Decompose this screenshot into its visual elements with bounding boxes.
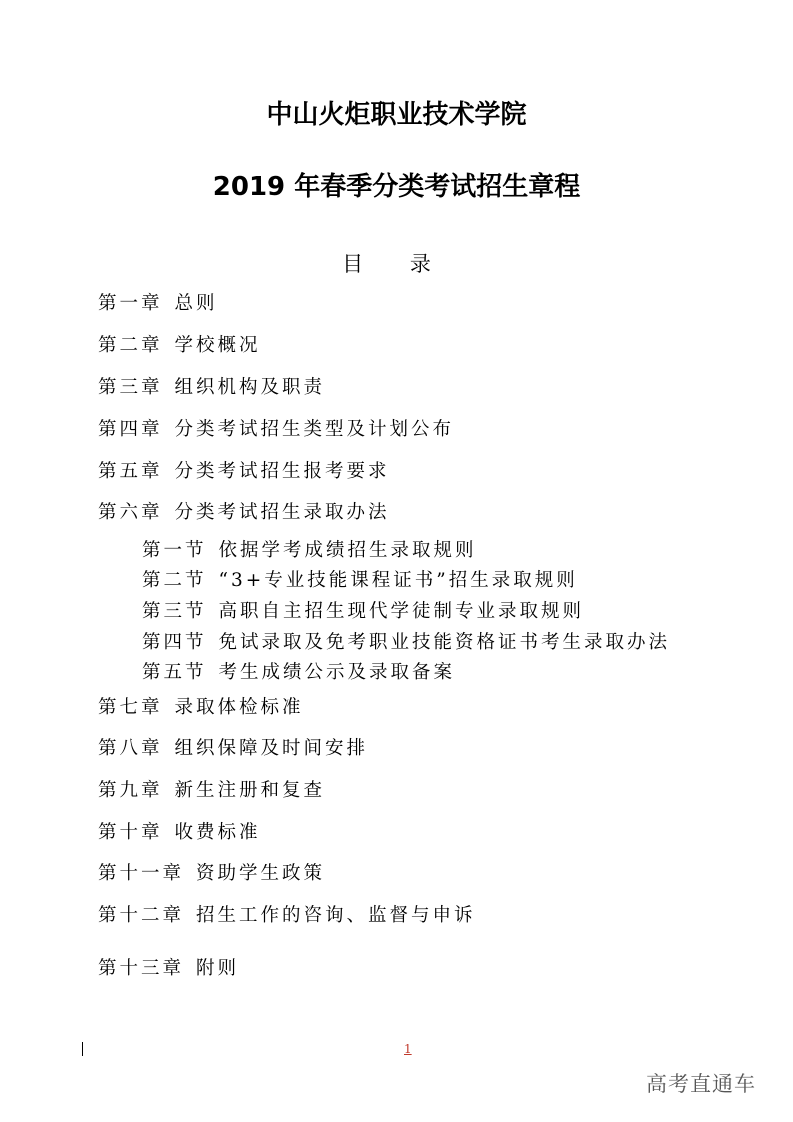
toc-subitem — [142, 569, 578, 593]
toc-item — [98, 904, 476, 928]
toc-text: 考生成绩公示及录取备案 — [218, 662, 456, 683]
toc-text: 新生注册和复查 — [174, 780, 326, 801]
toc-label: 第二节 — [142, 570, 207, 591]
toc-text: 学校概况 — [174, 335, 261, 356]
toc-subitem — [142, 600, 584, 624]
toc-text: 附则 — [196, 958, 240, 979]
toc-item — [98, 862, 325, 886]
toc-text: 招生工作的咨询、监督与申诉 — [196, 905, 476, 926]
toc-item — [98, 292, 218, 316]
watermark: 高考直通车 — [646, 1072, 756, 1096]
page-number: 1 — [404, 1042, 412, 1056]
toc-item — [98, 376, 325, 400]
toc-text: 分类考试招生录取办法 — [174, 502, 390, 523]
toc-text: 免试录取及免考职业技能资格证书考生录取办法 — [218, 632, 671, 653]
margin-mark — [82, 1042, 83, 1056]
toc-label: 第三章 — [98, 377, 163, 398]
toc-subitem — [142, 661, 455, 685]
document-title: 中山火炬职业技术学院 — [266, 100, 527, 130]
toc-label: 第十三章 — [98, 958, 185, 979]
toc-label: 第一节 — [142, 540, 207, 561]
toc-text: 依据学考成绩招生录取规则 — [218, 540, 477, 561]
toc-item — [98, 779, 325, 803]
toc-item — [98, 334, 261, 358]
toc-text: 分类考试招生类型及计划公布 — [174, 419, 455, 440]
toc-item — [98, 418, 454, 442]
toc-label: 第三节 — [142, 601, 207, 622]
toc-label: 第十章 — [98, 822, 163, 843]
toc-label: 第四节 — [142, 632, 207, 653]
toc-text: 总则 — [174, 293, 218, 314]
toc-label: 第九章 — [98, 780, 163, 801]
toc-text: 组织保障及时间安排 — [174, 738, 369, 759]
toc-label: 第八章 — [98, 738, 163, 759]
toc-label: 第七章 — [98, 697, 163, 718]
toc-text: 收费标准 — [174, 822, 261, 843]
toc-label: 第四章 — [98, 419, 163, 440]
toc-item — [98, 957, 239, 981]
toc-subitem — [142, 539, 477, 563]
toc-text: 资助学生政策 — [196, 863, 326, 884]
toc-text: 录取体检标准 — [174, 697, 304, 718]
toc-subitem — [142, 631, 670, 655]
toc-label: 第二章 — [98, 335, 163, 356]
toc-label: 第一章 — [98, 293, 163, 314]
toc-text: 高职自主招生现代学徒制专业录取规则 — [218, 601, 585, 622]
toc-label: 第五节 — [142, 662, 207, 683]
toc-label: 第五章 — [98, 461, 163, 482]
toc-label: 第六章 — [98, 502, 163, 523]
toc-item — [98, 737, 368, 761]
toc-item — [98, 821, 261, 845]
toc-text: 分类考试招生报考要求 — [174, 461, 390, 482]
document-subtitle: 2019 年春季分类考试招生章程 — [212, 172, 581, 202]
toc-item — [98, 696, 304, 720]
toc-item — [98, 501, 390, 525]
toc-label: 第十二章 — [98, 905, 185, 926]
toc-text: 组织机构及职责 — [174, 377, 326, 398]
toc-item — [98, 460, 390, 484]
toc-heading: 目 录 — [342, 252, 451, 276]
toc-text: “3+专业技能课程证书”招生录取规则 — [218, 570, 578, 591]
toc-label: 第十一章 — [98, 863, 185, 884]
